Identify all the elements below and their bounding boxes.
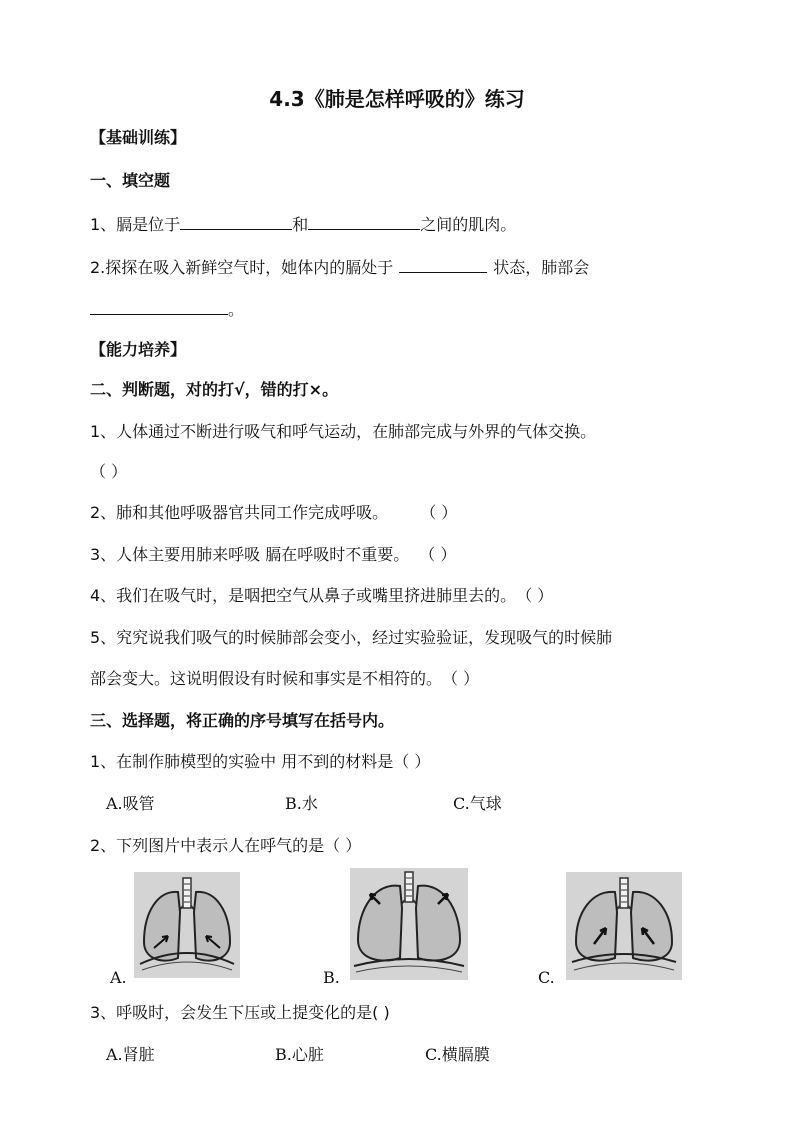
judge-q5-text: 部会变大。这说明假设有时候和事实是不相符的。	[90, 669, 443, 688]
lung-diagram-b-image[interactable]	[350, 868, 468, 980]
fill-q2-text-b: 状态，肺部会	[493, 258, 590, 277]
judge-q3-paren[interactable]: （ ）	[427, 545, 457, 564]
lung-diagram-a-image[interactable]	[134, 872, 240, 978]
choice-q2-option-a-label[interactable]: A.	[110, 968, 127, 987]
judge-question-2	[90, 503, 457, 523]
section-basic-heading: 【基础训练】	[90, 128, 187, 147]
choice-question-1: 1、在制作肺模型的实验中 用不到的材料是（ ）	[90, 752, 431, 771]
fill-question-2-cont	[90, 298, 244, 320]
judge-q2-text: 2、肺和其他呼吸器官共同工作完成呼吸。	[90, 503, 389, 522]
page-title: 4.3《肺是怎样呼吸的》练习	[269, 87, 525, 111]
fill-q2-blank-1[interactable]	[399, 256, 487, 273]
choice-question-3: 3、呼吸时，会发生下压或上提变化的是( )	[90, 1003, 390, 1022]
judge-q1-paren[interactable]: （ ）	[90, 462, 128, 481]
choice-q3-option-c[interactable]: C.横膈膜	[425, 1045, 490, 1064]
judge-q3-text: 3、人体主要用肺来呼吸 膈在呼吸时不重要。	[90, 545, 410, 564]
fill-q1-blank-1[interactable]	[180, 213, 292, 230]
fill-q2-text-a: 2.探探在吸入新鲜空气时，她体内的膈处于	[90, 258, 394, 277]
choice-question-2: 2、下列图片中表示人在呼气的是（ ）	[90, 836, 362, 855]
fill-q2-end: 。	[228, 300, 245, 319]
fill-q1-blank-2[interactable]	[308, 213, 420, 230]
fill-q1-text-c: 之间的肌肉。	[420, 215, 517, 234]
fill-q1-text-b: 和	[292, 215, 309, 234]
judge-q4-paren[interactable]: （ ）	[524, 586, 554, 605]
choice-q1-option-c[interactable]: C.气球	[453, 794, 502, 813]
fill-question-2	[90, 256, 589, 278]
choice-q1-option-a[interactable]: A.吸管	[106, 794, 155, 813]
fill-q2-blank-2[interactable]	[90, 298, 228, 315]
choice-q3-option-a[interactable]: A.肾脏	[106, 1045, 155, 1064]
judge-q2-paren[interactable]: （ ）	[428, 503, 458, 522]
judge-question-1: 1、人体通过不断进行吸气和呼气运动，在肺部完成与外界的气体交换。	[90, 422, 597, 441]
choice-q3-option-b[interactable]: B.心脏	[275, 1045, 324, 1064]
part3-heading: 三、选择题，将正确的序号填写在括号内。	[90, 711, 395, 730]
fill-q1-text-a: 1、膈是位于	[90, 215, 181, 234]
choice-q2-option-b-label[interactable]: B.	[323, 968, 340, 987]
section-ability-heading: 【能力培养】	[90, 340, 187, 359]
fill-question-1	[90, 213, 516, 235]
judge-question-5-cont	[90, 669, 479, 689]
judge-question-4	[90, 586, 553, 606]
choice-q1-option-b[interactable]: B.水	[285, 794, 318, 813]
part2-heading: 二、判断题，对的打√，错的打×。	[90, 380, 339, 399]
judge-question-3	[90, 545, 456, 565]
judge-q5-paren[interactable]: （ ）	[450, 669, 480, 688]
choice-q2-option-c-label[interactable]: C.	[538, 968, 555, 987]
lung-diagram-c-image[interactable]	[566, 872, 682, 980]
judge-q4-text: 4、我们在吸气时，是咽把空气从鼻子或嘴里挤进肺里去的。	[90, 586, 517, 605]
judge-question-5: 5、究究说我们吸气的时候肺部会变小，经过实验验证，发现吸气的时候肺	[90, 628, 613, 647]
part1-heading: 一、填空题	[90, 171, 171, 190]
